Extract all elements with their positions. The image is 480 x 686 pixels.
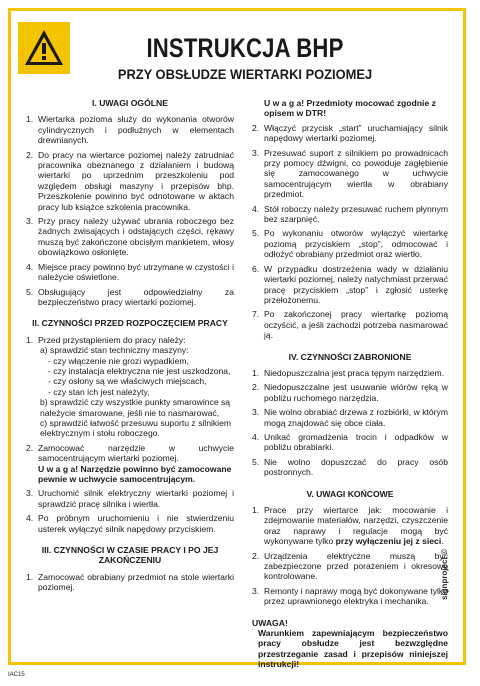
list-item: 1. Wiertarka pozioma służy do wykonania otworów cylindrycznych i podłużnych w elementach drewnianych. bbox=[26, 114, 234, 146]
list-item: 5. Po wykonaniu otworów wyłączyć wiertarkę poziomą przyciskiem „stop”, odmocować i odłożyć obrabiany przedmiot oraz wiertło. bbox=[252, 228, 448, 260]
warning-triangle-icon bbox=[18, 22, 70, 74]
list-item: 2. Włączyć przycisk „start” uruchamiający silnik napędowy wiertarki poziomej. bbox=[252, 122, 448, 144]
final-warning-text: Warunkiem zapewniającym bezpieczeństwo pracy obsłudze jest bezwzględne przestrzeganie zasad i przepisów niniejszej instrukcji! bbox=[258, 628, 448, 670]
page-title: INSTRUKCJA BHP bbox=[146, 33, 344, 63]
brand-label: signproject © bbox=[440, 548, 449, 600]
warning-note: U w a g a! Przedmioty mocować zgodnie z opisem w DTR! bbox=[264, 98, 436, 119]
list-item: 3. Przesuwać suport z silnikiem po prowadnicach przy pomocy dźwigni, co powoduje zagłębienie się zamocowanego w uchwycie samocentrującym wiertła w obrabiany przedmiot. bbox=[252, 147, 448, 200]
sub-item: a) sprawdzić stan techniczny maszyny: bbox=[40, 345, 189, 356]
list-item: 4. Unikać gromadzenia trocin i odpadków w pobliżu obrabiarki. bbox=[252, 431, 448, 453]
section-title: IV. CZYNNOŚCI ZABRONIONE bbox=[288, 351, 412, 362]
product-code: IAC15 bbox=[8, 672, 25, 678]
sub-item: - czy instalacja elektryczna nie jest uszkodzona, bbox=[48, 365, 231, 376]
list-item: 1. Przed przystąpieniem do pracy należy: bbox=[26, 334, 186, 345]
section-title: I. UWAGI OGÓLNE bbox=[92, 98, 168, 108]
list-item: 6. W przypadku dostrzeżenia wady w działaniu wiertarki poziomej, należy natychmiast przerwać pracę przyciskiem „stop” i zgłosić usterkę przełożonemu. bbox=[252, 263, 448, 305]
sub-item: - czy stan ich jest należyty, bbox=[48, 386, 150, 397]
sub-item: c) sprawdzić łatwość przesuwu suportu z silnikiem elektrycznym i stołu roboczego. bbox=[40, 417, 232, 439]
list-item: 2. Niedopuszczalne jest usuwanie wiórów ręką w pobliżu ruchomego narzędzia. bbox=[252, 382, 448, 403]
list-item: 5. Nie wolno dopuszczać do pracy osób postronnych. bbox=[252, 456, 448, 478]
page-subtitle: PRZY OBSŁUDZE WIERTARKI POZIOMEJ bbox=[117, 66, 373, 82]
list-item: 1. Niedopuszczalna jest praca tępym narzędziem. bbox=[252, 367, 445, 378]
list-item: 1. Zamocować obrabiany przedmiot na stole wiertarki poziomej. bbox=[26, 571, 234, 593]
list-item: 7. Po zakończonej pracy wiertarkę poziomą oczyścić, a jeśli zachodzi potrzeba nasmarować ją. bbox=[252, 309, 448, 341]
list-item: 3. Przy pracy należy używać ubrania roboczego bez żadnych zwisających i odstających części, rękawy muszą być zakończone obcisłym mankietem, włosy obowiązkowo osłonięte. bbox=[26, 216, 234, 258]
section-title: II. CZYNNOŚCI PRZED ROZPOCZĘCIEM PRACY bbox=[32, 318, 228, 329]
list-item: 2. Zamocować narzędzie w uchwycie samocentrującym wiertarki poziomej. bbox=[26, 442, 234, 464]
list-item: 5. Obsługujący jest odpowiedzialny za bezpieczeństwo pracy wiertarki poziomej. bbox=[26, 286, 234, 307]
final-warning-title: UWAGA! bbox=[252, 617, 288, 628]
sub-item: - czy osłony są we właściwych miejscach, bbox=[48, 376, 207, 387]
section-title: III. CZYNNOŚCI W CZASIE PRACY I PO JEJ ZAKOŃCZENIU bbox=[41, 545, 219, 566]
sub-item: b) sprawdzić czy wszystkie punkty smarowince są należycie smarowane, jeśli nie to nasmarować, bbox=[40, 397, 231, 418]
list-item: 2. Do pracy na wiertarce poziomej należy zatrudniać pracownika obeznanego z działaniem i budową wiertarki po uprzednim przeszkoleniu pod względem obsługi maszyny i przepisów bhp. Przeszkolenie powinno być odnotowane w aktach pracy lub książce szkolenia pracownika. bbox=[26, 149, 234, 212]
list-item: 2. Urządzenia elektryczne muszą być zabezpieczone przed porażeniem i okresowo kontrolowane. bbox=[252, 550, 448, 582]
sub-item: - czy włączenie nie grozi wypadkiem, bbox=[48, 355, 189, 366]
right-column bbox=[252, 98, 448, 670]
list-item: 4. Stół roboczy należy przesuwać ruchem płynnym bez szarpnięć. bbox=[252, 203, 448, 225]
list-item: 4. Miejsce pracy powinno być utrzymane w czystości i należycie oświetlone. bbox=[26, 261, 234, 283]
list-item: 1. Prace przy wiertarce jak: mocowanie i zdejmowanie materiałów, narzędzi, czyszczenie oraz naprawy i regulacje mogą być wykonywane tylko przy wyłączeniu jej z sieci. bbox=[252, 505, 448, 547]
warning-note: U w a g a! Narzędzie powinno być zamocowane pewnie w uchwycie samocentrującym. bbox=[38, 463, 232, 484]
section-title: V. UWAGI KOŃCOWE bbox=[306, 488, 394, 499]
list-item: 4. Po próbnym uruchomieniu i nie stwierdzeniu usterek wyłączyć silnik napędowy przyciskiem. bbox=[26, 513, 234, 534]
list-item: 3. Remonty i naprawy mogą być dokonywane tylko przez uprawnionego elektryka i mechanika. bbox=[252, 585, 448, 607]
left-column bbox=[26, 98, 234, 597]
list-item: 3. Nie wolno obrabiać drzewa z rozbiórki, w którym mogą znajdować się obce ciała. bbox=[252, 407, 448, 428]
list-item: 3. Uruchomić silnik elektryczny wiertarki poziomej i sprawdzić pracę silnika i wiertła. bbox=[26, 488, 234, 509]
